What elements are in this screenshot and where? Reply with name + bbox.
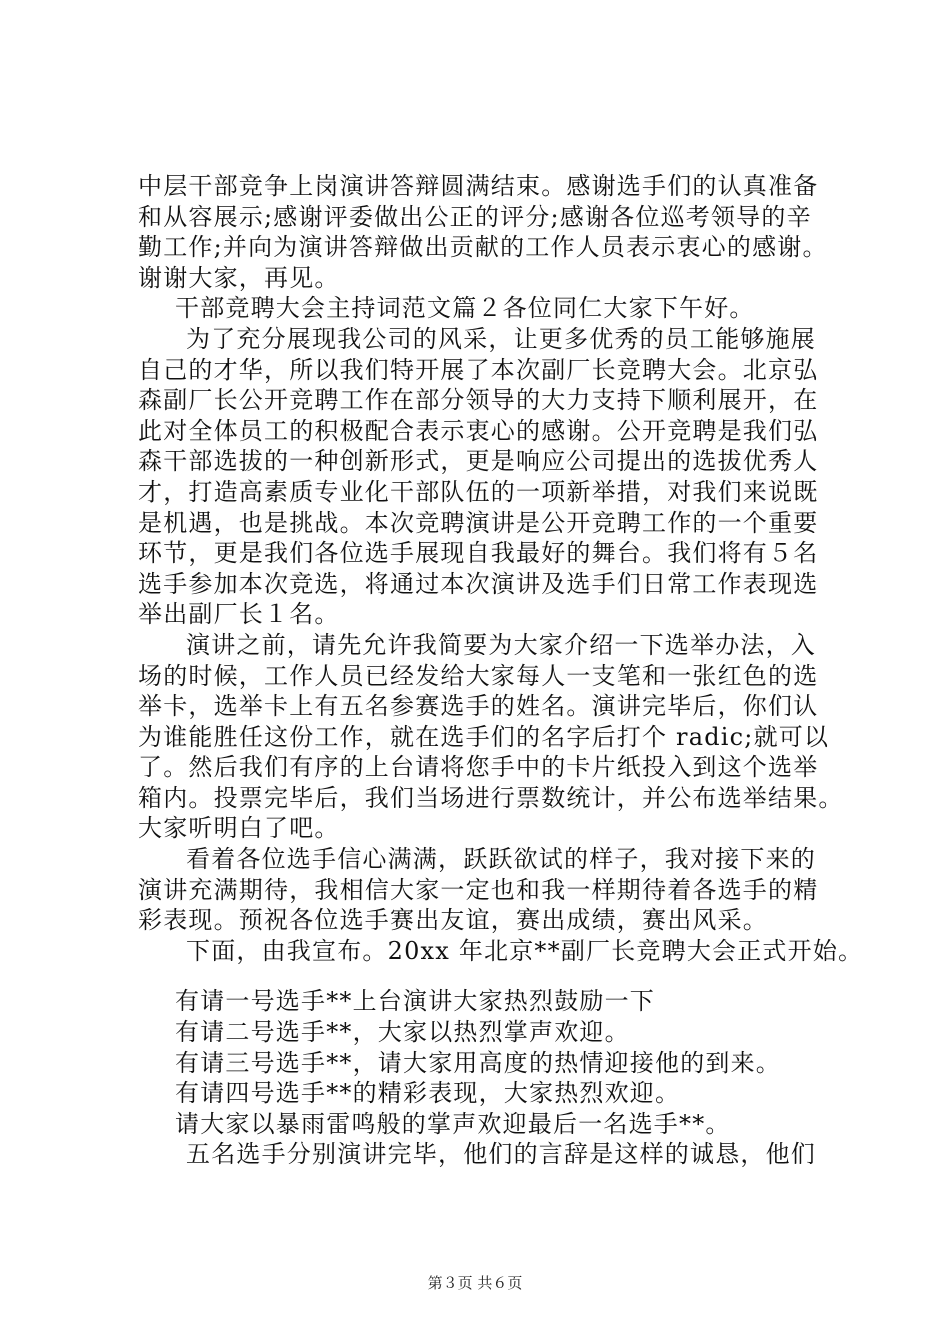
text-line: 了。然后我们有序的上台请将您手中的卡片纸投入到这个选举 — [138, 753, 819, 782]
document-body — [138, 171, 864, 1170]
text-line: 环节，更是我们各位选手展现自我最好的舞台。我们将有５名 — [138, 539, 819, 568]
text-line: 演讲充满期待，我相信大家一定也和我一样期待着各选手的精 — [138, 875, 819, 904]
text-line: 勤工作;并向为演讲答辩做出贡献的工作人员表示衷心的感谢。 — [138, 233, 828, 262]
text-line: 中层干部竞争上岗演讲答辩圆满结束。感谢选手们的认真准备 — [138, 172, 819, 200]
text-line: 看着各位选手信心满满，跃跃欲试的样子，我对接下来的 — [186, 845, 816, 874]
text-line: 才，打造高素质专业化干部队伍的一项新举措，对我们来说既 — [138, 477, 819, 506]
text-line: 五名选手分别演讲完毕，他们的言辞是这样的诚恳，他们 — [186, 1140, 816, 1169]
text-line: 有请四号选手**的精彩表现，大家热烈欢迎。 — [175, 1079, 681, 1108]
text-line: 演讲之前，请先允许我简要为大家介绍一下选举办法，入 — [186, 630, 816, 659]
section-heading-line: 干部竞聘大会主持词范文篇２各位同仁大家下午好。 — [175, 294, 755, 323]
text-line: 是机遇，也是挑战。本次竞聘演讲是公开竞聘工作的一个重要 — [138, 508, 819, 537]
text-line: 自己的才华，所以我们特开展了本次副厂长竞聘大会。北京弘 — [138, 355, 819, 384]
text-line: 和从容展示;感谢评委做出公正的评分;感谢各位巡考领导的辛 — [138, 202, 812, 231]
text-line: 为谁能胜任这份工作，就在选手们的名字后打个 radic;就可以 — [138, 722, 830, 751]
text-line: 森干部选拔的一种创新形式，更是响应公司提出的选拔优秀人 — [138, 447, 819, 476]
text-line: 谢谢大家，再见。 — [138, 263, 340, 292]
text-line: 有请一号选手**上台演讲大家热烈鼓励一下 — [175, 987, 655, 1016]
text-line: 选手参加本次竞选，将通过本次演讲及选手们日常工作表现选 — [138, 569, 819, 598]
text-line: 此对全体员工的积极配合表示衷心的感谢。公开竞聘是我们弘 — [138, 416, 819, 445]
text-line: 有请二号选手**，大家以热烈掌声欢迎。 — [175, 1018, 630, 1047]
text-line: 彩表现。预祝各位选手赛出友谊，赛出成绩，赛出风采。 — [138, 906, 768, 935]
text-line: 大家听明白了吧。 — [138, 814, 340, 843]
text-line: 请大家以暴雨雷鸣般的掌声欢迎最后一名选手**。 — [175, 1109, 731, 1138]
text-line: 为了充分展现我公司的风采，让更多优秀的员工能够施展 — [186, 324, 816, 353]
text-line: 举卡，选举卡上有五名参赛选手的姓名。演讲完毕后，你们认 — [138, 692, 819, 721]
page-number-footer: 第３页 共６页 — [427, 1274, 523, 1292]
text-line: 举出副厂长１名。 — [138, 600, 340, 629]
text-line: 下面，由我宣布。20xx 年北京**副厂长竞聘大会正式开始。 — [186, 936, 864, 965]
paragraph-gap — [138, 966, 838, 986]
text-line: 森副厂长公开竞聘工作在部分领导的大力支持下顺利展开，在 — [138, 386, 819, 415]
text-line: 有请三号选手**，请大家用高度的热情迎接他的到来。 — [175, 1048, 781, 1077]
text-line: 箱内。投票完毕后，我们当场进行票数统计，并公布选举结果。 — [138, 783, 844, 812]
text-line: 场的时候，工作人员已经发给大家每人一支笔和一张红色的选 — [138, 661, 819, 690]
